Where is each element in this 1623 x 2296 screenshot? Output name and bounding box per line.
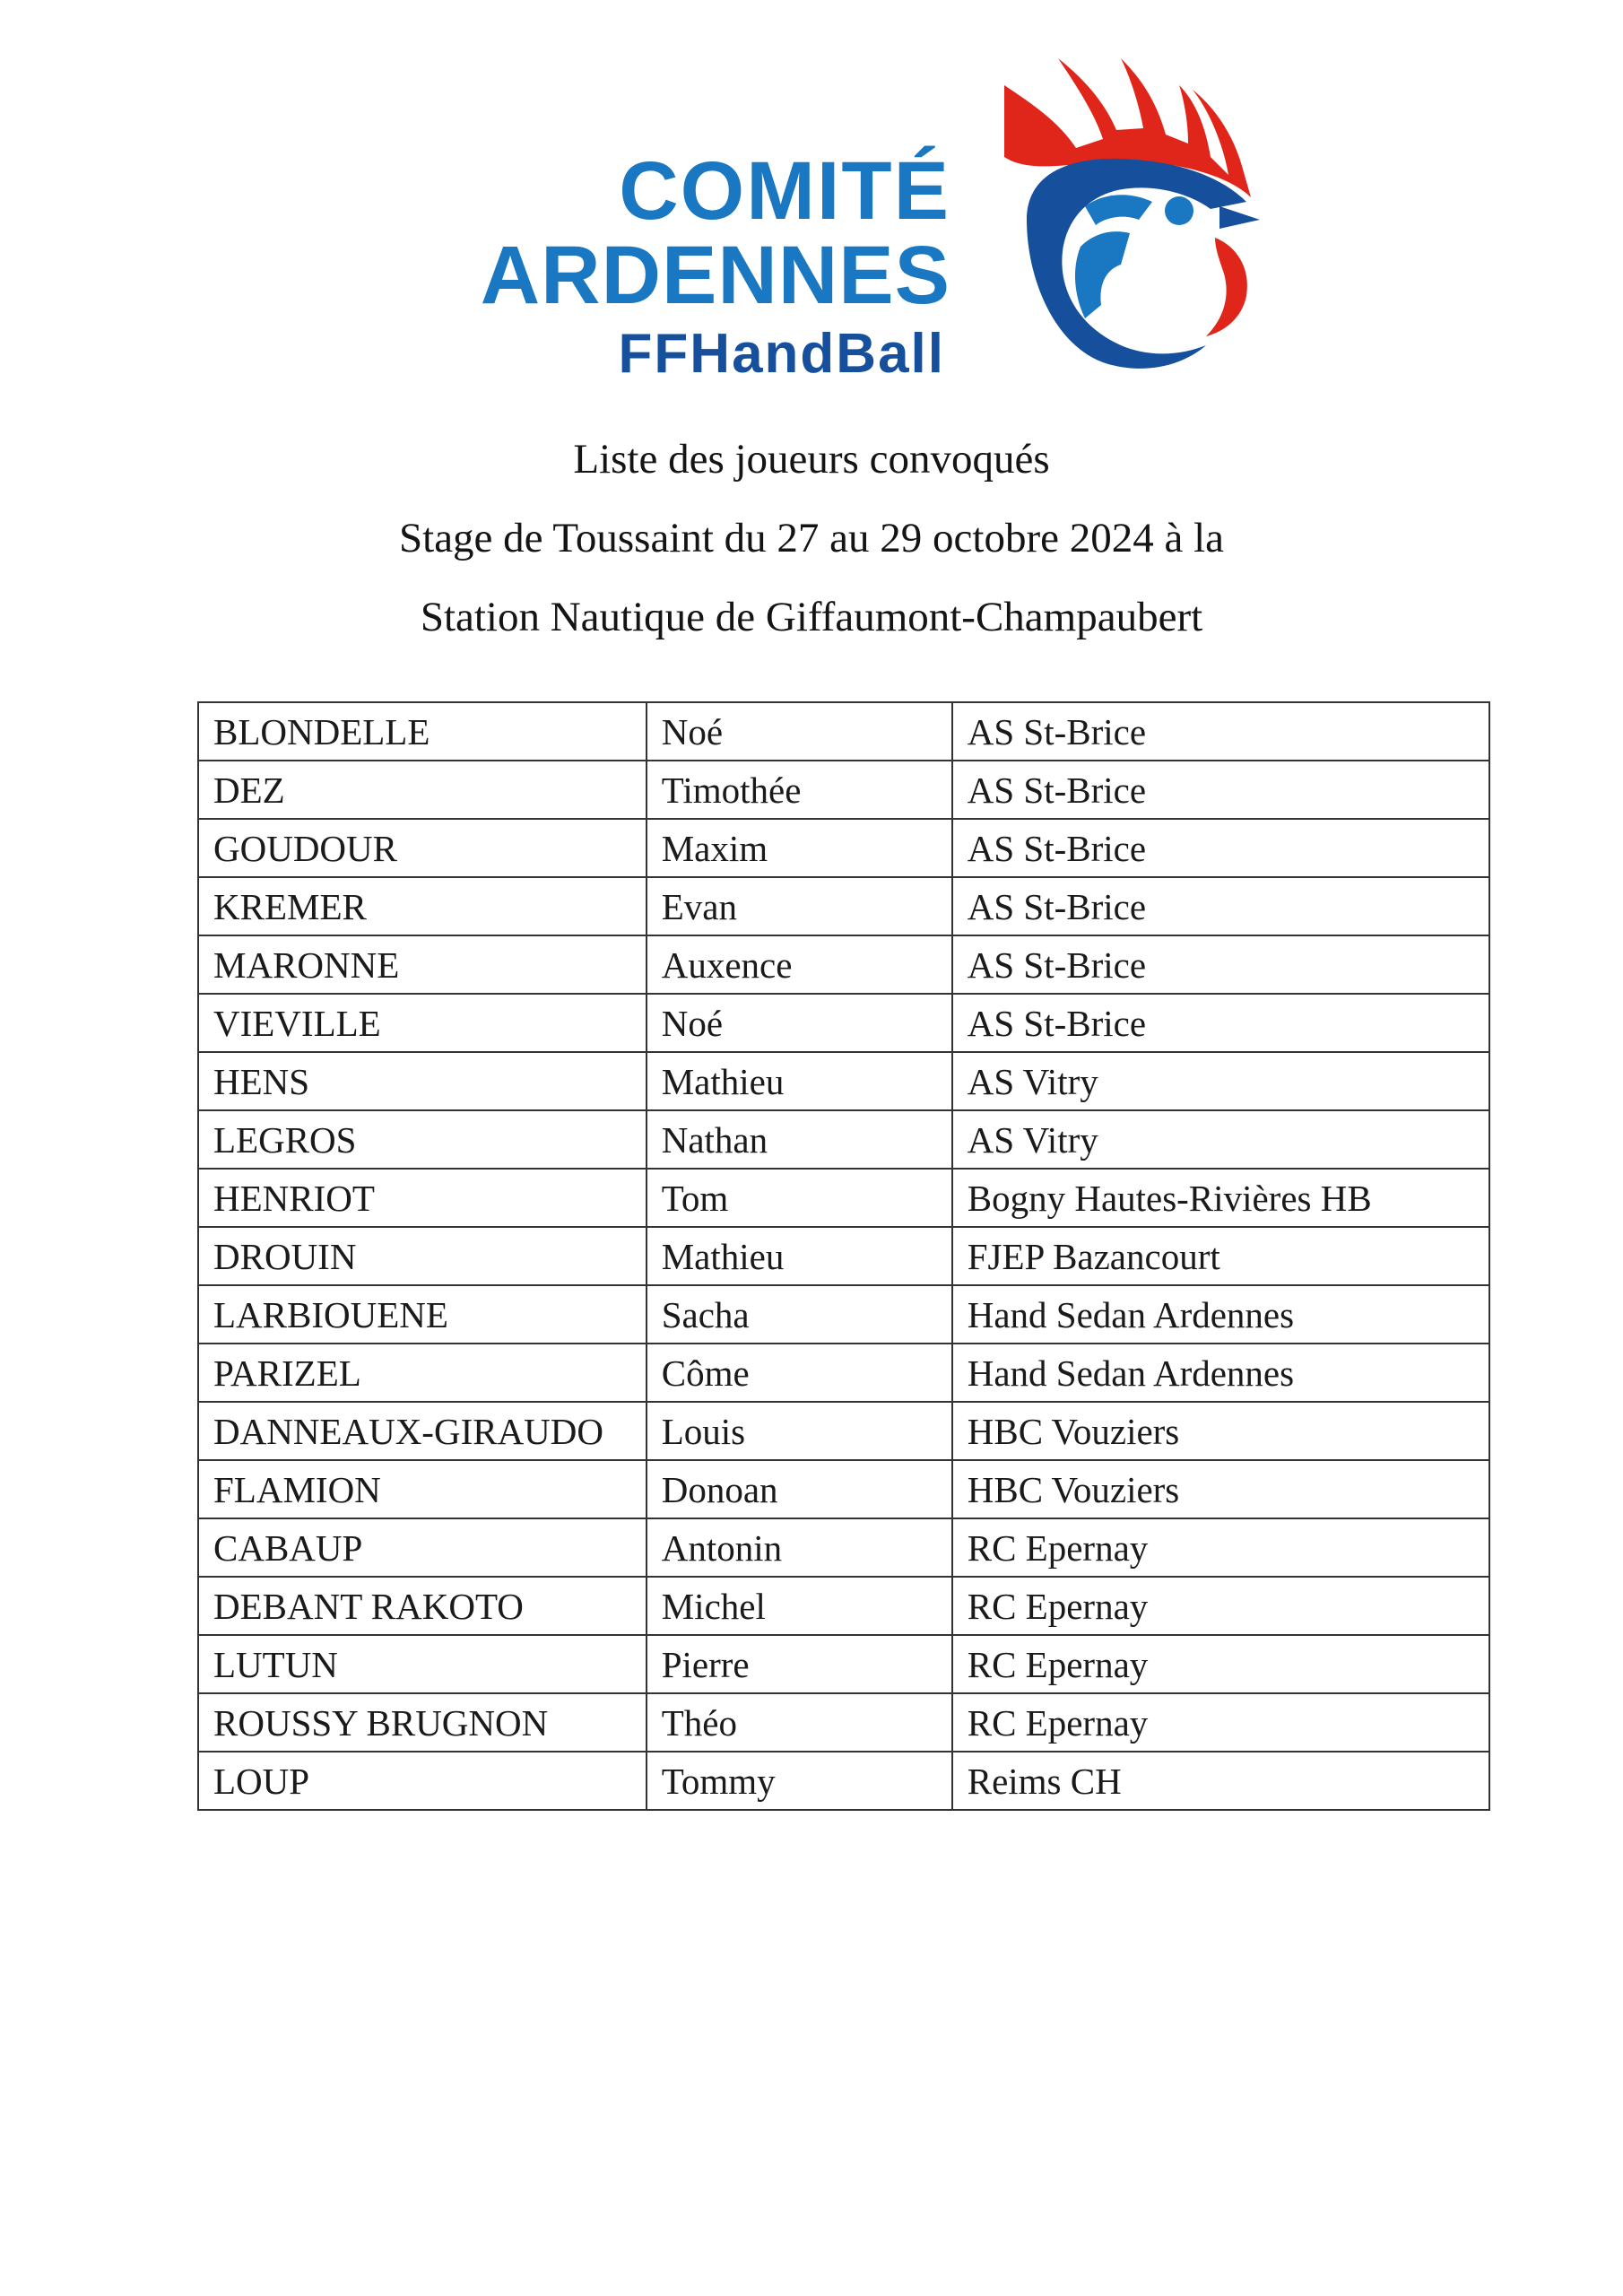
player-last-name: DEZ xyxy=(198,761,647,819)
player-club: Reims CH xyxy=(952,1752,1489,1810)
player-last-name: LUTUN xyxy=(198,1635,647,1693)
player-first-name: Mathieu xyxy=(647,1052,952,1110)
player-first-name: Sacha xyxy=(647,1285,952,1344)
player-club: HBC Vouziers xyxy=(952,1460,1489,1518)
player-last-name: FLAMION xyxy=(198,1460,647,1518)
player-club: Hand Sedan Ardennes xyxy=(952,1285,1489,1344)
table-row xyxy=(198,935,1489,994)
players-table-body xyxy=(198,702,1489,1810)
player-first-name: Théo xyxy=(647,1693,952,1752)
player-last-name: BLONDELLE xyxy=(198,702,647,761)
player-last-name: PARIZEL xyxy=(198,1344,647,1402)
player-club: AS St-Brice xyxy=(952,935,1489,994)
player-first-name: Louis xyxy=(647,1402,952,1460)
player-last-name: HENRIOT xyxy=(198,1169,647,1227)
player-last-name: VIEVILLE xyxy=(198,994,647,1052)
player-club: FJEP Bazancourt xyxy=(952,1227,1489,1285)
player-first-name: Evan xyxy=(647,877,952,935)
table-row xyxy=(198,1285,1489,1344)
player-club: Hand Sedan Ardennes xyxy=(952,1344,1489,1402)
table-row xyxy=(198,1344,1489,1402)
table-row xyxy=(198,1227,1489,1285)
player-first-name: Tom xyxy=(647,1169,952,1227)
heading-subtitle-location: Station Nautique de Giffaumont-Champaubert xyxy=(420,594,1203,640)
table-row xyxy=(198,1693,1489,1752)
player-club: AS Vitry xyxy=(952,1110,1489,1169)
table-row xyxy=(198,1052,1489,1110)
table-row xyxy=(198,761,1489,819)
table-row xyxy=(198,1635,1489,1693)
player-first-name: Maxim xyxy=(647,819,952,877)
player-first-name: Michel xyxy=(647,1577,952,1635)
player-first-name: Tommy xyxy=(647,1752,952,1810)
player-first-name: Nathan xyxy=(647,1110,952,1169)
player-club: RC Epernay xyxy=(952,1518,1489,1577)
table-row xyxy=(198,1460,1489,1518)
table-row xyxy=(198,1110,1489,1169)
logo-wordmark xyxy=(395,145,950,390)
player-last-name: ROUSSY BRUGNON xyxy=(198,1693,647,1752)
table-row xyxy=(198,1518,1489,1577)
player-last-name: DANNEAUX-GIRAUDO xyxy=(198,1402,647,1460)
player-last-name: DEBANT RAKOTO xyxy=(198,1577,647,1635)
player-first-name: Noé xyxy=(647,994,952,1052)
player-last-name: LEGROS xyxy=(198,1110,647,1169)
logo-line-ffhandball: FFHandBall xyxy=(618,323,945,385)
player-club: HBC Vouziers xyxy=(952,1402,1489,1460)
player-last-name: LARBIOUENE xyxy=(198,1285,647,1344)
table-row xyxy=(198,1577,1489,1635)
player-last-name: LOUP xyxy=(198,1752,647,1810)
player-first-name: Côme xyxy=(647,1344,952,1402)
table-row xyxy=(198,702,1489,761)
heading-title: Liste des joueurs convoqués xyxy=(573,436,1050,483)
players-table xyxy=(197,701,1490,1811)
player-last-name: CABAUP xyxy=(198,1518,647,1577)
player-first-name: Mathieu xyxy=(647,1227,952,1285)
rooster-handball-player-icon xyxy=(995,49,1264,381)
player-club: AS Vitry xyxy=(952,1052,1489,1110)
player-club: AS St-Brice xyxy=(952,819,1489,877)
player-club: RC Epernay xyxy=(952,1577,1489,1635)
table-row xyxy=(198,819,1489,877)
table-row xyxy=(198,994,1489,1052)
player-club: AS St-Brice xyxy=(952,994,1489,1052)
player-last-name: KREMER xyxy=(198,877,647,935)
player-first-name: Donoan xyxy=(647,1460,952,1518)
table-row xyxy=(198,1402,1489,1460)
player-first-name: Auxence xyxy=(647,935,952,994)
heading-subtitle-dates: Stage de Toussaint du 27 au 29 octobre 2024 à la xyxy=(399,515,1224,561)
player-club: AS St-Brice xyxy=(952,761,1489,819)
comite-ardennes-logo xyxy=(395,49,1291,390)
table-row xyxy=(198,1752,1489,1810)
player-club: Bogny Hautes-Rivières HB xyxy=(952,1169,1489,1227)
player-first-name: Pierre xyxy=(647,1635,952,1693)
player-club: RC Epernay xyxy=(952,1635,1489,1693)
logo-line-comite: COMITÉ xyxy=(619,145,950,237)
player-first-name: Timothée xyxy=(647,761,952,819)
table-row xyxy=(198,1169,1489,1227)
player-first-name: Noé xyxy=(647,702,952,761)
player-last-name: DROUIN xyxy=(198,1227,647,1285)
table-row xyxy=(198,877,1489,935)
player-club: AS St-Brice xyxy=(952,877,1489,935)
player-first-name: Antonin xyxy=(647,1518,952,1577)
logo-line-ardennes: ARDENNES xyxy=(480,230,950,321)
player-club: RC Epernay xyxy=(952,1693,1489,1752)
player-last-name: HENS xyxy=(198,1052,647,1110)
player-club: AS St-Brice xyxy=(952,702,1489,761)
player-last-name: MARONNE xyxy=(198,935,647,994)
document-heading xyxy=(0,420,1623,657)
player-last-name: GOUDOUR xyxy=(198,819,647,877)
